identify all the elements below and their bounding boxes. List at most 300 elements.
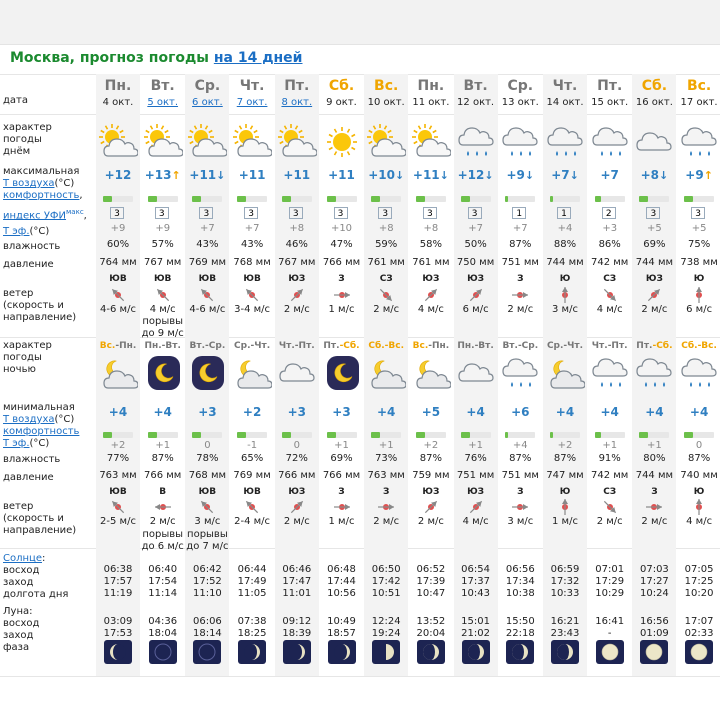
label-line: днём: [3, 146, 31, 157]
comfort-link[interactable]: комфортность: [3, 190, 80, 201]
night-wind-direction: ЮВ: [109, 487, 127, 497]
comfort-bar-fill: [327, 432, 336, 438]
day-pressure: 764 мм: [99, 257, 137, 268]
day-date[interactable]: 15 окт.: [591, 97, 629, 108]
wind-arrow-icon: [689, 285, 709, 305]
night-weather-icon: [590, 355, 630, 391]
day-wind-gust: порывы до 9 м/с: [141, 316, 184, 339]
label-line: заход: [3, 577, 34, 588]
night-pressure: 768 мм: [188, 470, 227, 481]
wind-arrow-icon: [153, 497, 173, 517]
sun-times: [543, 564, 587, 600]
night-min-temp: +4: [108, 405, 128, 419]
day-date[interactable]: 17 окт.: [680, 97, 718, 108]
night-wind-speed: 1 м/с: [552, 516, 578, 527]
night-humidity: 78%: [196, 453, 219, 464]
day-pressure: 751 мм: [501, 257, 539, 268]
day-weather-icon: [545, 124, 585, 160]
label-line: восход: [3, 565, 40, 576]
day-wind-speed: 6 м/с: [686, 304, 713, 315]
day-humidity: 75%: [687, 239, 711, 250]
day-column: [588, 74, 632, 676]
wind-arrow-icon: [689, 497, 709, 517]
uv-index-badge: 3: [289, 207, 303, 219]
comfort-bar: [461, 432, 491, 438]
label-line: характер: [3, 340, 52, 351]
comfort-bar-fill: [148, 196, 157, 202]
t-air-link[interactable]: Т воздуха: [3, 414, 55, 425]
sunrise: 06:40: [148, 564, 178, 575]
comfort-bar: [461, 196, 491, 202]
row-separator: [0, 676, 720, 677]
day-length: 10:29: [595, 588, 625, 599]
sunset: 17:44: [327, 576, 356, 587]
sun-times: [141, 564, 185, 600]
day-max-temp-value: +11: [238, 168, 266, 182]
sunrise: 07:03: [639, 564, 669, 575]
night-feels-temp: +1: [602, 440, 618, 451]
day-max-temp: [677, 168, 720, 182]
trend-arrow-icon: ↓: [439, 169, 449, 182]
night-wind-speed: 2-5 м/с: [100, 516, 136, 527]
label-line: (скорость и: [3, 513, 64, 524]
day-name: Пн.: [417, 78, 445, 94]
moon-times: [141, 616, 185, 640]
day-column: [185, 74, 229, 676]
day-length: 10:20: [684, 588, 714, 599]
comfort-bar: [550, 196, 580, 202]
day-max-temp-value: +13: [144, 168, 172, 182]
sunrise: 06:54: [461, 564, 490, 575]
day-name: Ср.: [194, 78, 221, 94]
label-moon-title: Луна:: [3, 606, 33, 617]
night-feels-temp: +4: [512, 440, 528, 451]
day-length: 10:56: [327, 588, 356, 599]
sun-link[interactable]: Солнце: [3, 553, 42, 564]
night-humidity: 69%: [330, 453, 353, 464]
night-min-temp: +3: [287, 405, 306, 419]
day-wind-speed: 2 м/с: [373, 304, 400, 315]
day-weather-icon: [411, 124, 451, 160]
day-column: [96, 74, 140, 676]
night-period: Вт.-Ср.: [502, 341, 539, 351]
night-humidity: 91%: [598, 453, 621, 464]
night-wind-direction: ЮВ: [243, 487, 261, 497]
day-wind-speed: 3 м/с: [552, 304, 578, 315]
wind-arrow-icon: [287, 285, 307, 305]
uv-index-badge: 3: [646, 207, 660, 219]
day-humidity: 47%: [330, 239, 353, 250]
label-line: ветер: [3, 501, 34, 512]
day-humidity: 69%: [643, 239, 666, 250]
comfort-bar: [237, 432, 267, 438]
uv-index-badge: 3: [423, 207, 437, 219]
day-weather-icon: [98, 124, 138, 160]
day-max-temp: [632, 168, 676, 182]
sunrise: 06:38: [103, 564, 133, 575]
night-humidity: 72%: [285, 453, 308, 464]
night-humidity: 87%: [151, 453, 174, 464]
day-name: Сб.: [641, 78, 668, 94]
night-pressure: 747 мм: [546, 470, 584, 481]
day-wind-direction: З: [338, 274, 345, 284]
comfort-bar-fill: [684, 432, 693, 438]
day-date[interactable]: 8 окт.: [281, 97, 313, 108]
night-weather-icon: [366, 355, 406, 391]
wind-arrow-icon: [197, 285, 217, 305]
sunset: 17:37: [461, 576, 490, 587]
wind-arrow-icon: [287, 497, 307, 517]
uv-index-badge: 3: [244, 207, 258, 219]
sun-times: [498, 564, 542, 600]
moonrise: 15:50: [505, 616, 535, 627]
night-wind-speed: 2 м/с: [641, 516, 668, 527]
moonrise: 13:52: [416, 616, 446, 627]
day-wind-direction: ЮЗ: [422, 274, 440, 284]
trend-arrow-icon: ↑: [703, 169, 713, 182]
uv-index-badge: 3: [334, 207, 348, 219]
day-name: Пн.: [104, 78, 132, 94]
day-name: Ср.: [507, 78, 534, 94]
day-humidity: 46%: [285, 239, 308, 250]
label-sun: Солнце: восход заход долгота дня: [3, 553, 95, 601]
day-name: Пт.: [597, 78, 623, 94]
sunset: 17:54: [148, 576, 178, 587]
sunset: 17:27: [639, 576, 669, 587]
page-title: [10, 50, 302, 66]
label-day-humidity: влажность: [3, 241, 61, 252]
comfort-bar-fill: [103, 432, 112, 438]
day-wind-direction: ЮЗ: [645, 274, 663, 284]
night-weather-icon: [98, 355, 138, 391]
label-day-character: [3, 122, 95, 158]
night-weather-icon: [634, 355, 674, 391]
night-min-temp: +3: [198, 405, 217, 419]
moon-phase-icon: [685, 640, 713, 664]
label-line: погоды: [3, 352, 42, 363]
day-weather-icon: [634, 124, 674, 160]
sun-times: [230, 564, 274, 600]
day-feels-temp: +8: [378, 223, 394, 234]
comfort-bar-fill: [684, 196, 693, 202]
day-date[interactable]: 14 окт.: [546, 97, 584, 108]
comfort-bar: [505, 196, 535, 202]
moon-times: [185, 616, 229, 640]
night-period: Пн.-Вт.: [144, 341, 181, 351]
night-wind-speed: 3 м/с: [507, 516, 534, 527]
wind-arrow-icon: [332, 285, 352, 305]
label-max-block: [3, 166, 95, 238]
day-length: 10:51: [371, 588, 401, 599]
day-wind-direction: ЮВ: [198, 274, 217, 284]
day-weather-icon: [232, 124, 272, 160]
wind-arrow-icon: [466, 497, 486, 517]
night-humidity: 87%: [687, 453, 711, 464]
moon-times: [364, 616, 408, 640]
comfort-bar: [148, 432, 178, 438]
label-max: максимальная: [3, 166, 80, 177]
comfort-bar-fill: [639, 432, 648, 438]
sun-times: [96, 564, 140, 600]
night-humidity: 87%: [419, 453, 442, 464]
comfort-bar-fill: [237, 196, 246, 202]
night-feels-temp: -1: [247, 440, 258, 451]
label-line: восход: [3, 618, 40, 629]
day-date[interactable]: 12 окт.: [457, 97, 495, 108]
moon-phase-icon: [640, 640, 668, 664]
sunrise: 06:52: [416, 564, 446, 575]
night-wind-speed: 1 м/с: [328, 516, 355, 527]
sunset: 17:32: [550, 576, 580, 587]
day-humidity: 58%: [419, 239, 442, 250]
night-min-temp: +6: [511, 405, 530, 419]
day-max-temp: [320, 168, 364, 182]
day-length: 10:43: [461, 588, 490, 599]
night-feels-temp: +1: [647, 440, 662, 451]
t-air-link[interactable]: Т воздуха: [3, 178, 55, 189]
night-period: Ср.-Чт.: [234, 341, 271, 351]
day-date[interactable]: 5 окт.: [147, 97, 179, 108]
moon-phase-icon: [462, 640, 490, 664]
day-humidity: 86%: [598, 239, 621, 250]
day-max-temp: [498, 168, 542, 182]
day-name: Вс.: [374, 78, 399, 94]
night-weather-icon: [187, 355, 227, 391]
comfort-bar-fill: [371, 432, 380, 438]
moon-times: [230, 616, 274, 640]
day-name: Вт.: [150, 78, 175, 94]
day-weather-icon: [590, 124, 630, 160]
comfort-bar-fill: [103, 196, 112, 202]
night-period: Пт.-Сб.: [323, 341, 360, 351]
uv-index-badge: 1: [512, 207, 526, 219]
moon-times: [454, 616, 498, 640]
comfort-bar-fill: [416, 196, 425, 202]
day-wind-speed: 1 м/с: [328, 304, 355, 315]
sun-times: [588, 564, 632, 600]
comfort-bar: [237, 196, 267, 202]
label-night-humidity: влажность: [3, 454, 61, 465]
day-feels-temp: +9: [155, 223, 171, 234]
day-max-temp-value: +11: [283, 168, 311, 182]
day-pressure: 744 мм: [546, 257, 584, 268]
day-max-temp: [364, 168, 408, 182]
day-date[interactable]: 16 окт.: [635, 97, 673, 108]
label-day-wind: [3, 288, 95, 324]
day-wind-speed: 4 м/с: [596, 304, 623, 315]
uv-index-badge: 3: [378, 207, 392, 219]
moonset: -: [607, 628, 612, 639]
wind-arrow-icon: [376, 497, 396, 517]
uv-index-link[interactable]: индекс УФИ: [3, 210, 67, 222]
moonrise: 10:49: [327, 616, 356, 627]
day-column: [543, 74, 587, 676]
day-date[interactable]: 6 окт.: [192, 97, 223, 108]
day-date[interactable]: 13 окт.: [501, 97, 539, 108]
day-date[interactable]: 9 окт.: [326, 97, 357, 108]
moon-times: [543, 616, 587, 640]
wind-arrow-icon: [644, 285, 664, 305]
comfort-bar-fill: [416, 432, 425, 438]
night-wind-direction: ЮВ: [198, 487, 217, 497]
day-max-temp: [409, 168, 453, 182]
comfort-bar-fill: [595, 432, 601, 438]
night-weather-icon: [322, 355, 362, 391]
teff-link[interactable]: Т эф.: [3, 438, 30, 449]
night-min-temp: +4: [555, 405, 575, 419]
night-wind-direction: Ю: [693, 487, 705, 497]
night-wind-direction: ЮЗ: [422, 487, 440, 497]
teff-link[interactable]: Т эф.: [3, 226, 30, 238]
day-length: 10:38: [505, 588, 535, 599]
moonset: 18:14: [192, 628, 222, 639]
day-column: [364, 74, 408, 676]
night-period: Вс.-Пн.: [412, 341, 450, 351]
night-feels-temp: +2: [423, 440, 439, 451]
day-wind-speed: 2 м/с: [641, 304, 668, 315]
day-wind-direction: Ю: [559, 274, 571, 284]
night-wind-speed: 2 м/с: [417, 516, 444, 527]
day-column: [498, 74, 542, 676]
comfort-bar-fill: [639, 196, 648, 202]
night-wind-direction: ЮЗ: [467, 487, 485, 497]
night-humidity: 76%: [464, 453, 487, 464]
night-wind-direction: З: [382, 487, 390, 497]
day-date[interactable]: 10 окт.: [367, 97, 405, 108]
day-wind-speed: 2 м/с: [283, 304, 310, 315]
night-wind-direction: ЮЗ: [288, 487, 306, 497]
night-weather-icon: [143, 355, 183, 391]
moonset: 18:04: [148, 628, 178, 639]
day-wind-direction: З: [517, 274, 524, 284]
day-feels-temp: +7: [512, 223, 528, 234]
label-date: дата: [3, 95, 28, 106]
night-wind-speed: 2-4 м/с: [234, 516, 271, 527]
day-weather-icon: [366, 124, 406, 160]
sun-times: [677, 564, 720, 600]
night-weather-icon: [456, 355, 496, 391]
moonset: 18:39: [282, 628, 312, 639]
comfort-bar-fill: [148, 432, 157, 438]
day-name: Сб.: [328, 78, 355, 94]
moon-times: [632, 616, 676, 640]
day-name: Вт.: [463, 78, 488, 94]
comfort-bar-fill: [550, 432, 553, 438]
wind-arrow-icon: [466, 285, 486, 305]
day-feels-temp: +7: [468, 223, 483, 234]
sunrise: 06:50: [371, 564, 401, 575]
day-date[interactable]: 11 окт.: [412, 97, 450, 108]
moonset: 18:57: [327, 628, 356, 639]
night-humidity: 80%: [643, 453, 666, 464]
comfort-bar: [148, 196, 178, 202]
night-min-temp: +5: [421, 405, 441, 419]
day-max-temp-value: +10: [368, 168, 395, 182]
day-max-temp: [141, 168, 185, 182]
sunrise: 07:01: [595, 564, 625, 575]
day-length: 11:10: [192, 588, 222, 599]
sunset: 17:42: [371, 576, 401, 587]
label-min: минимальная: [3, 402, 75, 413]
sun-times: [275, 564, 319, 600]
comfort-bar: [103, 432, 133, 438]
day-date[interactable]: 7 окт.: [236, 97, 268, 108]
night-pressure: 751 мм: [456, 470, 495, 481]
day-max-temp-value: +11: [328, 168, 355, 182]
comma: ,: [83, 210, 87, 222]
comfort-bar: [327, 196, 357, 202]
day-wind-speed: 4 м/с: [149, 304, 176, 315]
night-feels-temp: 0: [695, 440, 703, 451]
night-weather-icon: [679, 355, 719, 391]
sunset: 17:25: [684, 576, 714, 587]
teff-unit: (°С): [29, 438, 50, 449]
day-max-temp-value: +7: [551, 168, 570, 182]
sun-times: [364, 564, 408, 600]
moonrise: 16:56: [639, 616, 669, 627]
comfort-bar-fill: [461, 196, 470, 202]
night-pressure: 766 мм: [144, 470, 182, 481]
sun-times: [185, 564, 229, 600]
day-pressure: 767 мм: [144, 257, 182, 268]
day-max-temp: [230, 168, 274, 182]
day-humidity: 43%: [196, 239, 219, 250]
day-max-temp-value: +11: [412, 168, 440, 182]
sun-times: [632, 564, 676, 600]
day-pressure: 742 мм: [591, 257, 629, 268]
night-pressure: 763 мм: [99, 470, 137, 481]
trend-arrow-icon: ↓: [524, 169, 535, 182]
moonrise: 12:24: [371, 616, 401, 627]
label-line: заход: [3, 630, 34, 641]
wind-arrow-icon: [421, 285, 441, 305]
moonset: 01:09: [639, 628, 669, 639]
wind-arrow-icon: [332, 497, 352, 517]
day-column: [409, 74, 453, 676]
moonrise: 17:07: [684, 616, 714, 627]
night-weather-icon: [545, 355, 585, 391]
moon-phase-icon: [328, 640, 356, 664]
day-name: Чт.: [552, 78, 578, 94]
day-name: Чт.: [239, 78, 265, 94]
wind-arrow-icon: [421, 497, 441, 517]
day-max-temp-value: +9: [506, 168, 525, 182]
night-wind-direction: З: [338, 487, 345, 497]
day-wind-speed: 2 м/с: [507, 304, 534, 315]
moon-phase-icon: [372, 640, 400, 664]
night-humidity: 77%: [106, 453, 130, 464]
comfort-bar-fill: [505, 432, 508, 438]
day-date[interactable]: 4 окт.: [102, 97, 134, 108]
night-min-temp: +4: [466, 405, 485, 419]
day-column: [230, 74, 274, 676]
period-link[interactable]: на 14 дней: [213, 50, 303, 66]
night-wind-speed: 2 м/с: [373, 516, 400, 527]
comfort-bar-fill: [371, 196, 380, 202]
day-humidity: 50%: [464, 239, 487, 250]
day-wind-direction: Ю: [693, 274, 705, 284]
label-moon: [3, 606, 95, 654]
comfort-bar-fill: [192, 432, 201, 438]
wind-arrow-icon: [510, 497, 530, 517]
moonset: 20:04: [416, 628, 446, 639]
sunset: 17:29: [595, 576, 625, 587]
day-max-temp-value: +9: [685, 168, 704, 182]
day-humidity: 87%: [509, 239, 532, 250]
moon-phase-icon: [596, 640, 624, 664]
comfort-link[interactable]: комфортность: [3, 426, 80, 437]
day-weather-icon: [679, 124, 719, 160]
